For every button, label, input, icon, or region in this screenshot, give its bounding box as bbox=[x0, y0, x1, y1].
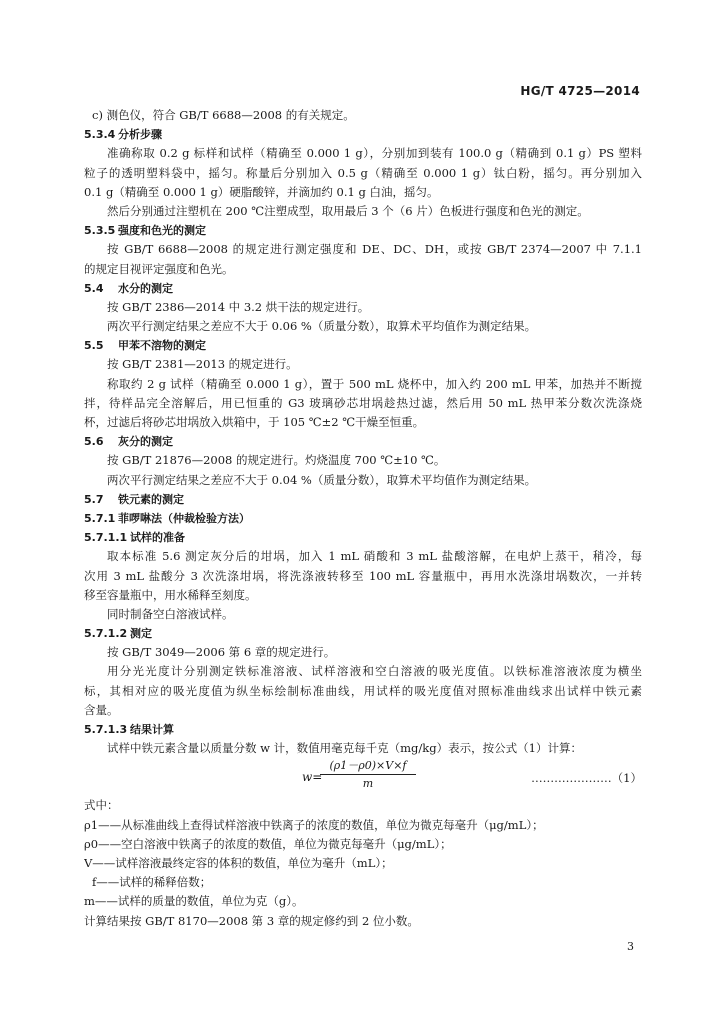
page-body bbox=[84, 106, 642, 931]
section-heading bbox=[84, 490, 642, 509]
text-line: 用分光光度计分别测定铁标准溶液、试样溶液和空白溶液的吸光度值。以铁标准溶液浓度为横坐 bbox=[107, 664, 642, 679]
text-line: 移至容量瓶中，用水稀释至刻度。 bbox=[84, 587, 257, 602]
section-title: 铁元素的测定 bbox=[118, 492, 184, 506]
section-heading bbox=[84, 221, 642, 240]
text-line: 0.1 g（精确至 0.000 1 g）硬脂酸锌，并滴加约 0.1 g 白油，摇匀。 bbox=[84, 184, 439, 199]
text-line: 粒子的透明塑料袋中，摇匀。称量后分别加入 0.5 g（精确至 0.000 1 g）钛白粉，摇匀。再分别加入 bbox=[84, 165, 642, 180]
section-heading bbox=[84, 336, 642, 355]
text-line: ρ0——空白溶液中铁离子的浓度的数值，单位为微克每毫升（μg/mL）； bbox=[84, 836, 452, 851]
section-number: 5.3.5 bbox=[84, 224, 116, 238]
formula-lhs: w= bbox=[302, 770, 323, 785]
standard-number: HG/T 4725—2014 bbox=[520, 84, 640, 98]
section-heading bbox=[84, 720, 642, 739]
text-line: 含量。 bbox=[84, 702, 119, 717]
text-line: 按 GB/T 2386—2014 中 3.2 烘干法的规定进行。 bbox=[107, 299, 370, 314]
section-number: 5.7.1.2 bbox=[84, 627, 128, 641]
formula-numerator: (ρ1－ρ0)×V×f bbox=[320, 758, 416, 775]
section-heading bbox=[84, 125, 642, 144]
text-line: f——试样的稀释倍数； bbox=[92, 875, 212, 890]
text-line: m——试样的质量的数值，单位为克（g）。 bbox=[84, 894, 304, 909]
text-line: 按 GB/T 2381—2013 的规定进行。 bbox=[107, 357, 298, 372]
text-line: 拌，待样品完全溶解后，用已恒重的 G3 玻璃砂芯坩埚趁热过滤，然后用 50 mL 热甲苯分数次洗涤烧 bbox=[84, 395, 642, 410]
section-title: 水分的测定 bbox=[118, 281, 173, 295]
section-heading bbox=[84, 279, 642, 298]
text-line: 次用 3 mL 盐酸分 3 次洗涤坩埚，将洗涤液转移至 100 mL 容量瓶中，再用水洗涤坩埚数次，一并转 bbox=[84, 568, 642, 583]
text-line: c) 测色仪，符合 GB/T 6688—2008 的有关规定。 bbox=[92, 108, 355, 122]
section-title: 强度和色光的测定 bbox=[118, 224, 206, 238]
section-number: 5.6 bbox=[84, 435, 104, 449]
text-line: ρ1——从标准曲线上查得试样溶液中铁离子的浓度的数值，单位为微克每毫升（μg/mL）； bbox=[84, 817, 544, 832]
section-number: 5.7.1 bbox=[84, 511, 116, 525]
text-line: 两次平行测定结果之差应不大于 0.06 %（质量分数），取算术平均值作为测定结果。 bbox=[107, 319, 537, 334]
text-line: 取本标准 5.6 测定灰分后的坩埚，加入 1 mL 硝酸和 3 mL 盐酸溶解，在电炉上蒸干，稍冷，每 bbox=[107, 549, 642, 564]
text-line: 按 GB/T 6688—2008 的规定进行测定强度和 DE、DC、DH，或按 GB/T 2374—2007 中 7.1.1 bbox=[107, 242, 642, 257]
text-line: 两次平行测定结果之差应不大于 0.04 %（质量分数），取算术平均值作为测定结果。 bbox=[107, 472, 537, 487]
section-title: 结果计算 bbox=[130, 723, 174, 736]
section-heading bbox=[84, 624, 642, 643]
section-heading bbox=[84, 528, 642, 547]
section-heading bbox=[84, 432, 642, 451]
text-line: 准确称取 0.2 g 标样和试样（精确至 0.000 1 g），分别加到装有 100.0 g（精确到 0.1 g）PS 塑料 bbox=[107, 146, 642, 161]
section-number: 5.5 bbox=[84, 339, 104, 353]
section-number: 5.7.1.3 bbox=[84, 723, 128, 736]
section-number: 5.3.4 bbox=[84, 128, 116, 142]
text-line: 按 GB/T 3049—2006 第 6 章的规定进行。 bbox=[107, 645, 336, 660]
section-title: 测定 bbox=[130, 627, 152, 641]
section-title: 分析步骤 bbox=[118, 128, 162, 142]
section-number: 5.7 bbox=[84, 492, 104, 506]
section-title: 甲苯不溶物的测定 bbox=[118, 339, 206, 353]
text-line: 试样中铁元素含量以质量分数 w 计，数值用毫克每千克（mg/kg）表示，按公式（1）计算： bbox=[107, 741, 582, 756]
text-line: 标，其相对应的吸光度值为纵坐标绘制标准曲线，用试样的吸光度值对照标准曲线求出试样中铁元素 bbox=[84, 683, 642, 698]
text-line: 计算结果按 GB/T 8170—2008 第 3 章的规定修约到 2 位小数。 bbox=[84, 913, 419, 928]
page-number: 3 bbox=[627, 940, 634, 953]
text-line: 式中： bbox=[84, 798, 119, 813]
section-title: 菲啰啉法（仲裁检验方法） bbox=[118, 511, 250, 525]
section-number: 5.4 bbox=[84, 281, 104, 295]
symbol-definitions bbox=[84, 796, 642, 930]
text-line: V——试样溶液最终定容的体积的数值，单位为毫升（mL）； bbox=[84, 855, 393, 870]
text-line: 按 GB/T 21876—2008 的规定进行。灼烧温度 700 ℃±10 ℃。 bbox=[107, 453, 446, 468]
text-line: 称取约 2 g 试样（精确至 0.000 1 g），置于 500 mL 烧杯中，加入约 200 mL 甲苯，加热并不断搅 bbox=[107, 376, 642, 391]
section-number: 5.7.1.1 bbox=[84, 531, 128, 545]
text-line: 的规定目视评定强度和色光。 bbox=[84, 261, 234, 276]
formula-fraction bbox=[320, 758, 416, 791]
section-heading bbox=[84, 509, 642, 528]
section-title: 试样的准备 bbox=[130, 531, 185, 545]
section-title: 灰分的测定 bbox=[118, 435, 173, 449]
body-text-block bbox=[84, 106, 642, 758]
formula-number: …………………（1） bbox=[531, 771, 642, 786]
text-line: 同时制备空白溶液试样。 bbox=[107, 606, 234, 621]
formula-denominator: m bbox=[362, 777, 374, 791]
text-line: 然后分别通过注塑机在 200 ℃注塑成型，取用最后 3 个（6 片）色板进行强度和色光的测定。 bbox=[107, 203, 589, 218]
text-line: 杯，过滤后将砂芯坩埚放入烘箱中，于 105 ℃±2 ℃干燥至恒重。 bbox=[84, 415, 425, 429]
formula-1 bbox=[84, 758, 642, 796]
